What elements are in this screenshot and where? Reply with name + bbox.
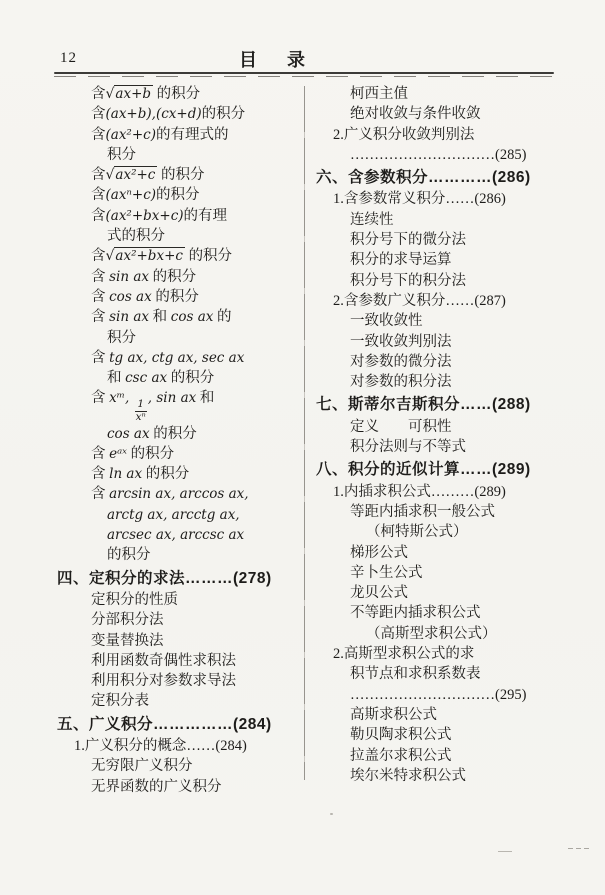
math-expression: sin ax bbox=[109, 309, 150, 326]
toc-entry bbox=[350, 437, 557, 457]
toc-text: 的积分 bbox=[107, 547, 151, 564]
toc-text: 利用函数奇偶性求积法 bbox=[91, 652, 236, 669]
toc-text: 积节点和求积系数表 bbox=[350, 666, 481, 683]
toc-text: 和 bbox=[196, 390, 215, 407]
toc-entry bbox=[350, 583, 557, 603]
toc-entry bbox=[366, 522, 557, 542]
toc-entry bbox=[91, 287, 304, 307]
toc-entry bbox=[91, 651, 304, 671]
toc-text: 含 bbox=[91, 126, 106, 143]
math-expression: sin ax bbox=[109, 268, 150, 285]
toc-text: 含 bbox=[91, 288, 110, 305]
radicand: ax²+bx+c bbox=[115, 248, 183, 265]
toc-text: 的积分 bbox=[184, 248, 233, 265]
toc-text: 辛卜生公式 bbox=[350, 564, 423, 581]
toc-text: 绝对收敛与条件收敛 bbox=[350, 106, 481, 123]
sqrt-expression bbox=[106, 166, 158, 183]
toc-entry bbox=[333, 482, 557, 502]
toc-entry bbox=[350, 543, 557, 563]
toc-text: 对参数的微分法 bbox=[350, 353, 452, 370]
toc-text: 一致收敛判别法 bbox=[350, 333, 452, 350]
toc-text: …………………………(285) bbox=[350, 146, 527, 163]
toc-entry bbox=[91, 631, 304, 651]
toc-text: 和 bbox=[149, 309, 171, 326]
page-title: 目 录 bbox=[239, 50, 311, 70]
toc-text: 拉盖尔求积公式 bbox=[350, 747, 452, 764]
toc-entry bbox=[350, 725, 557, 745]
toc-entry bbox=[74, 736, 304, 756]
math-expression: csc ax bbox=[125, 370, 168, 387]
toc-entry bbox=[107, 368, 304, 388]
math-expression: eᵃˣ bbox=[109, 445, 127, 462]
toc-text: 2.含参数广义积分……(287) bbox=[333, 292, 506, 309]
toc-text: 积分 bbox=[107, 146, 136, 163]
toc-text: 梯形公式 bbox=[350, 544, 408, 561]
math-expression: tg ax, ctg ax, sec ax bbox=[109, 349, 245, 366]
toc-entry bbox=[107, 424, 304, 444]
toc-text: 含 bbox=[91, 106, 106, 123]
toc-text: 分部积分法 bbox=[91, 612, 164, 629]
header-rule bbox=[54, 72, 554, 77]
toc-entry bbox=[91, 104, 304, 124]
toc-entry bbox=[333, 291, 557, 311]
toc-entry bbox=[57, 715, 304, 735]
radical-sign: √ bbox=[105, 167, 115, 184]
toc-text: 的积分 bbox=[149, 268, 197, 285]
toc-entry bbox=[350, 417, 557, 437]
toc-text: 和 bbox=[107, 370, 126, 387]
toc-text: 的有理式的 bbox=[155, 126, 229, 143]
toc-entry bbox=[350, 563, 557, 583]
toc-entry bbox=[350, 145, 557, 165]
toc-entry bbox=[91, 165, 304, 185]
fraction-numerator: 1 bbox=[137, 398, 145, 411]
toc-text: 四、定积分的求法………(278) bbox=[57, 569, 272, 587]
fraction bbox=[135, 399, 147, 423]
header-rule-sub bbox=[54, 76, 554, 77]
math-expression: (ax²+c) bbox=[105, 126, 156, 143]
toc-text: 变量替换法 bbox=[91, 632, 164, 649]
toc-entry bbox=[91, 267, 304, 287]
toc-entry bbox=[350, 84, 557, 104]
toc-text: 定积分的性质 bbox=[91, 591, 178, 608]
toc-entry bbox=[350, 502, 557, 522]
toc-text: 的积分 bbox=[167, 370, 215, 387]
toc-text: 1.内插求积公式………(289) bbox=[333, 483, 506, 500]
toc-text: 定积分表 bbox=[91, 693, 149, 710]
toc-entry bbox=[91, 691, 304, 711]
toc-entry bbox=[91, 756, 304, 776]
toc-column-left bbox=[57, 84, 304, 797]
toc-text: 六、含参数积分…………(286) bbox=[316, 169, 531, 187]
toc-entry bbox=[350, 271, 557, 291]
toc-text: 的积分 bbox=[126, 445, 175, 462]
toc-text: 2.高斯型求积公式的求 bbox=[333, 646, 475, 663]
math-expression: arcsin ax, arccos ax, bbox=[109, 486, 249, 503]
toc-entry bbox=[91, 307, 304, 327]
toc-text: 勒贝陶求积公式 bbox=[350, 727, 452, 744]
toc-entry bbox=[350, 603, 557, 623]
toc-text: 的积分 bbox=[153, 86, 201, 102]
math-expression: , sin ax bbox=[147, 390, 197, 407]
toc-text: 含 bbox=[91, 248, 106, 265]
sqrt-expression bbox=[106, 85, 154, 102]
math-expression: (ax²+bx+c) bbox=[105, 207, 184, 224]
toc-text: 无穷限广义积分 bbox=[91, 758, 193, 775]
radical-sign: √ bbox=[105, 86, 115, 102]
toc-text: 积分号下的微分法 bbox=[350, 232, 466, 249]
toc-entry bbox=[350, 664, 557, 684]
toc-entry bbox=[333, 125, 557, 145]
toc-text: 七、斯蒂尔吉斯积分……(288) bbox=[316, 396, 531, 414]
toc-text: 积分 bbox=[107, 329, 136, 346]
math-expression: (axⁿ+c) bbox=[105, 187, 157, 204]
toc-text: 含 bbox=[91, 86, 106, 102]
toc-entry bbox=[350, 746, 557, 766]
math-expression: cos ax bbox=[109, 288, 152, 305]
toc-text: （高斯型求积公式） bbox=[366, 625, 497, 642]
radicand: ax+b bbox=[115, 86, 152, 102]
toc-text: 五、广义积分……………(284) bbox=[57, 715, 272, 733]
toc-entry bbox=[91, 84, 304, 104]
toc-entry bbox=[91, 610, 304, 630]
toc-text: 积分的求导运算 bbox=[350, 252, 452, 269]
toc-entry bbox=[350, 372, 557, 392]
toc-entry bbox=[350, 352, 557, 372]
toc-entry bbox=[350, 311, 557, 331]
toc-entry bbox=[91, 185, 304, 205]
toc-text: 对参数的积分法 bbox=[350, 374, 452, 391]
toc-text: 含 bbox=[91, 268, 110, 285]
toc-text: 含 bbox=[91, 390, 110, 407]
toc-entry bbox=[350, 104, 557, 124]
toc-column-right bbox=[305, 84, 557, 797]
toc-text: 高斯求积公式 bbox=[350, 706, 437, 723]
toc-entry bbox=[91, 246, 304, 266]
toc-entry bbox=[107, 328, 304, 348]
toc-text: 1.广义积分的概念……(284) bbox=[74, 738, 247, 754]
toc-text: 积分法则与不等式 bbox=[350, 439, 466, 456]
toc-text: 连续性 bbox=[350, 211, 394, 228]
toc-entry bbox=[107, 545, 304, 565]
toc-text: 的积分 bbox=[142, 466, 190, 483]
toc-text: 含 bbox=[91, 486, 110, 503]
toc-columns bbox=[57, 84, 557, 797]
toc-text: 含 bbox=[91, 445, 110, 462]
toc-entry bbox=[91, 590, 304, 610]
math-expression: (ax+b),(cx+d) bbox=[105, 106, 202, 123]
math-expression: ln ax bbox=[109, 466, 143, 483]
toc-entry bbox=[316, 168, 557, 188]
toc-entry bbox=[91, 125, 304, 145]
toc-text: 积分号下的积分法 bbox=[350, 272, 466, 289]
scan-artifact bbox=[568, 848, 590, 849]
toc-entry bbox=[350, 250, 557, 270]
toc-entry bbox=[57, 569, 304, 589]
toc-entry bbox=[107, 226, 304, 246]
scan-artifact bbox=[330, 813, 333, 815]
toc-text: 定义 可积性 bbox=[350, 418, 452, 435]
toc-entry bbox=[107, 145, 304, 165]
toc-entry bbox=[91, 484, 304, 504]
toc-text: 柯西主值 bbox=[350, 86, 408, 102]
toc-entry bbox=[350, 332, 557, 352]
toc-entry bbox=[333, 644, 557, 664]
toc-entry bbox=[91, 388, 304, 423]
toc-text: 的 bbox=[213, 309, 232, 326]
toc-entry bbox=[91, 671, 304, 691]
toc-text: 1.含参数常义积分……(286) bbox=[333, 191, 506, 208]
math-expression: cos ax bbox=[107, 425, 150, 442]
page-number: 12 bbox=[60, 50, 77, 66]
toc-entry bbox=[316, 460, 557, 480]
toc-entry bbox=[350, 685, 557, 705]
toc-entry bbox=[107, 525, 304, 545]
toc-text: 2.广义积分收敛判别法 bbox=[333, 126, 475, 143]
toc-text: 利用积分对参数求导法 bbox=[91, 673, 236, 690]
toc-text: 的积分 bbox=[149, 425, 197, 442]
toc-text: 含 bbox=[91, 349, 110, 366]
math-expression: cos ax bbox=[170, 309, 214, 326]
toc-entry bbox=[107, 505, 304, 525]
toc-text: 龙贝公式 bbox=[350, 585, 408, 602]
toc-entry bbox=[350, 230, 557, 250]
toc-entry bbox=[91, 777, 304, 797]
toc-entry bbox=[91, 348, 304, 368]
toc-text: 含 bbox=[91, 167, 106, 184]
toc-text: 的有理 bbox=[183, 207, 228, 224]
toc-entry bbox=[350, 210, 557, 230]
toc-text: 一致收敛性 bbox=[350, 313, 423, 330]
math-expression: xᵐ, bbox=[109, 390, 134, 407]
toc-text: 含 bbox=[91, 187, 106, 204]
toc-entry bbox=[366, 624, 557, 644]
toc-entry bbox=[91, 444, 304, 464]
toc-text: 不等距内插求积公式 bbox=[350, 605, 481, 622]
radicand: ax²+c bbox=[115, 167, 156, 184]
math-expression: arcsec ax, arccsc ax bbox=[107, 527, 245, 544]
toc-entry bbox=[91, 464, 304, 484]
fraction-denominator: xⁿ bbox=[135, 411, 146, 423]
toc-entry bbox=[350, 705, 557, 725]
toc-entry bbox=[316, 395, 557, 415]
header-rule-main bbox=[54, 72, 554, 74]
toc-text: 含 bbox=[91, 207, 106, 224]
scan-artifact bbox=[498, 851, 512, 852]
radical-sign: √ bbox=[105, 248, 115, 265]
toc-entry bbox=[350, 766, 557, 786]
toc-text: 等距内插求积一般公式 bbox=[350, 503, 495, 520]
toc-text: 埃尔米特求积公式 bbox=[350, 767, 466, 784]
math-expression: arctg ax, arcctg ax, bbox=[107, 506, 240, 523]
toc-text: 含 bbox=[91, 466, 110, 483]
toc-text: 八、积分的近似计算……(289) bbox=[316, 461, 531, 479]
toc-text: 式的积分 bbox=[107, 228, 165, 245]
toc-text: 含 bbox=[91, 309, 110, 326]
toc-text: …………………………(295) bbox=[350, 686, 527, 703]
toc-text: 无界函数的广义积分 bbox=[91, 778, 222, 795]
toc-entry bbox=[91, 206, 304, 226]
toc-text: （柯特斯公式） bbox=[366, 524, 468, 541]
toc-entry bbox=[333, 189, 557, 209]
toc-text: 的积分 bbox=[201, 106, 246, 123]
toc-text: 的积分 bbox=[151, 288, 199, 305]
toc-text: 的积分 bbox=[157, 167, 205, 184]
sqrt-expression bbox=[106, 247, 185, 264]
toc-text: 的积分 bbox=[156, 187, 200, 204]
